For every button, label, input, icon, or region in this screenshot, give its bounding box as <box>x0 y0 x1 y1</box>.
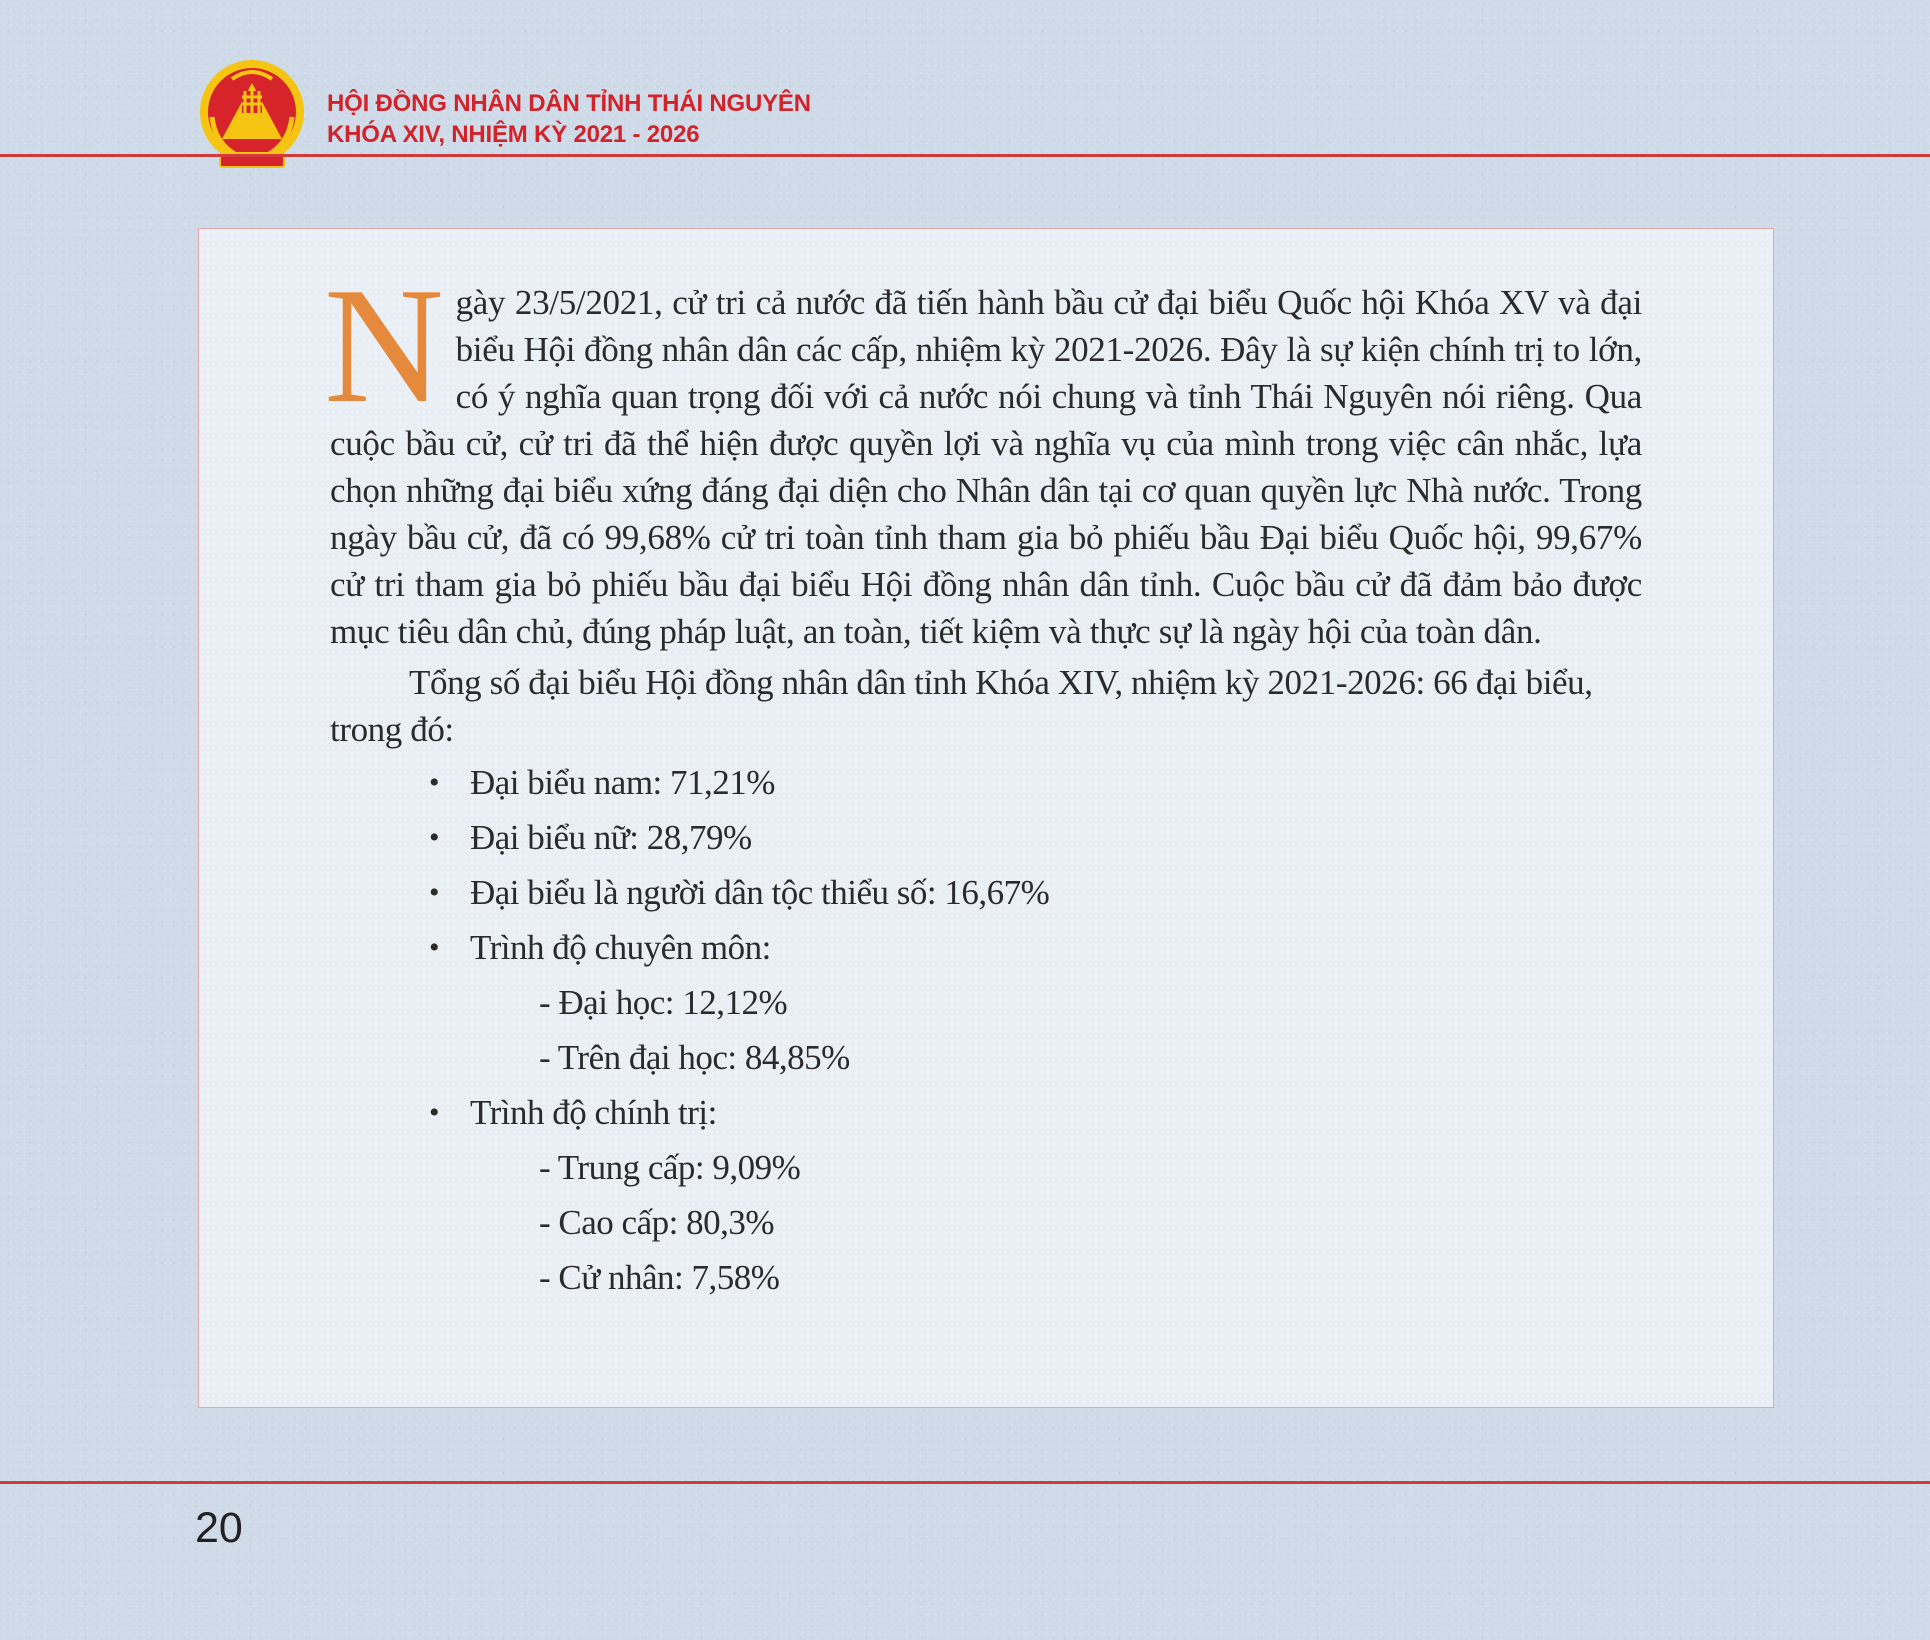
intro-text: gày 23/5/2021, cử tri cả nước đã tiến hành bầu cử đại biểu Quốc hội Khóa XV và đại biểu Hội đồng nhân dân các cấp, nhiệm kỳ 2021-2026. Đây là sự kiện chính trị to lớn, có ý nghĩa quan trọng đối với cả nước nói chung và tỉnh Thái Nguyên nói riêng. Qua cuộc bầu cử, cử tri đã thể hiện được quyền lợi và nghĩa vụ của mình trong việc cân nhắc, lựa chọn những đại biểu xứng đáng đại diện cho Nhân dân tại cơ quan quyền lực Nhà nước. Trong ngày bầu cử, đã có 99,68% cử tri toàn tỉnh tham gia bỏ phiếu bầu Đại biểu Quốc hội, 99,67% cử tri tham gia bỏ phiếu bầu đại biểu Hội đồng nhân dân tỉnh. Cuộc bầu cử đã đảm bảo được mục tiêu dân chủ, đúng pháp luật, an toàn, tiết kiệm và thực sự là ngày hội của toàn dân. <box>330 283 1642 651</box>
drop-cap: N <box>324 253 444 437</box>
male-delegates: Đại biểu nam: 71,21% <box>470 763 775 802</box>
list-item <box>330 1089 1642 1301</box>
list-item <box>330 924 1642 1081</box>
statistics-list <box>330 759 1642 1301</box>
bullet-icon: • <box>429 876 440 909</box>
female-delegates: Đại biểu nữ: 28,79% <box>470 818 752 857</box>
sub-list-item: - Trung cấp: 9,09% <box>539 1148 801 1187</box>
professional-level-label: Trình độ chuyên môn: <box>470 928 771 967</box>
footer-divider <box>0 1481 1930 1484</box>
sub-list-item: - Đại học: 12,12% <box>539 983 788 1022</box>
article-body <box>324 253 1642 1309</box>
document-header <box>327 88 811 150</box>
bullet-icon: • <box>429 821 440 854</box>
political-level-list <box>470 1144 1642 1301</box>
emblem-icon <box>198 57 306 177</box>
emblem-logo <box>198 57 306 177</box>
bullet-icon: • <box>429 1096 440 1129</box>
list-item <box>330 869 1642 916</box>
council-term: KHÓA XIV, NHIỆM KỲ 2021 - 2026 <box>327 121 700 148</box>
intro-paragraph <box>324 253 1642 655</box>
sub-list-item: - Cử nhân: 7,58% <box>539 1258 780 1297</box>
header-divider <box>0 154 1930 157</box>
list-item <box>330 814 1642 861</box>
political-level-label: Trình độ chính trị: <box>470 1093 717 1132</box>
sub-list-item: - Cao cấp: 80,3% <box>539 1203 774 1242</box>
council-name: HỘI ĐỒNG NHÂN DÂN TỈNH THÁI NGUYÊN <box>327 90 811 117</box>
bullet-icon: • <box>429 766 440 799</box>
total-delegates: Tổng số đại biểu Hội đồng nhân dân tỉnh Khóa XIV, nhiệm kỳ 2021-2026: 66 đại biểu, trong đó: <box>330 663 1593 749</box>
professional-level-list <box>470 979 1642 1081</box>
page-number: 20 <box>195 1504 243 1552</box>
ethnic-delegates: Đại biểu là người dân tộc thiểu số: 16,67% <box>470 873 1050 912</box>
sub-list-item: - Trên đại học: 84,85% <box>539 1038 850 1077</box>
list-item <box>330 759 1642 806</box>
bullet-icon: • <box>429 931 440 964</box>
